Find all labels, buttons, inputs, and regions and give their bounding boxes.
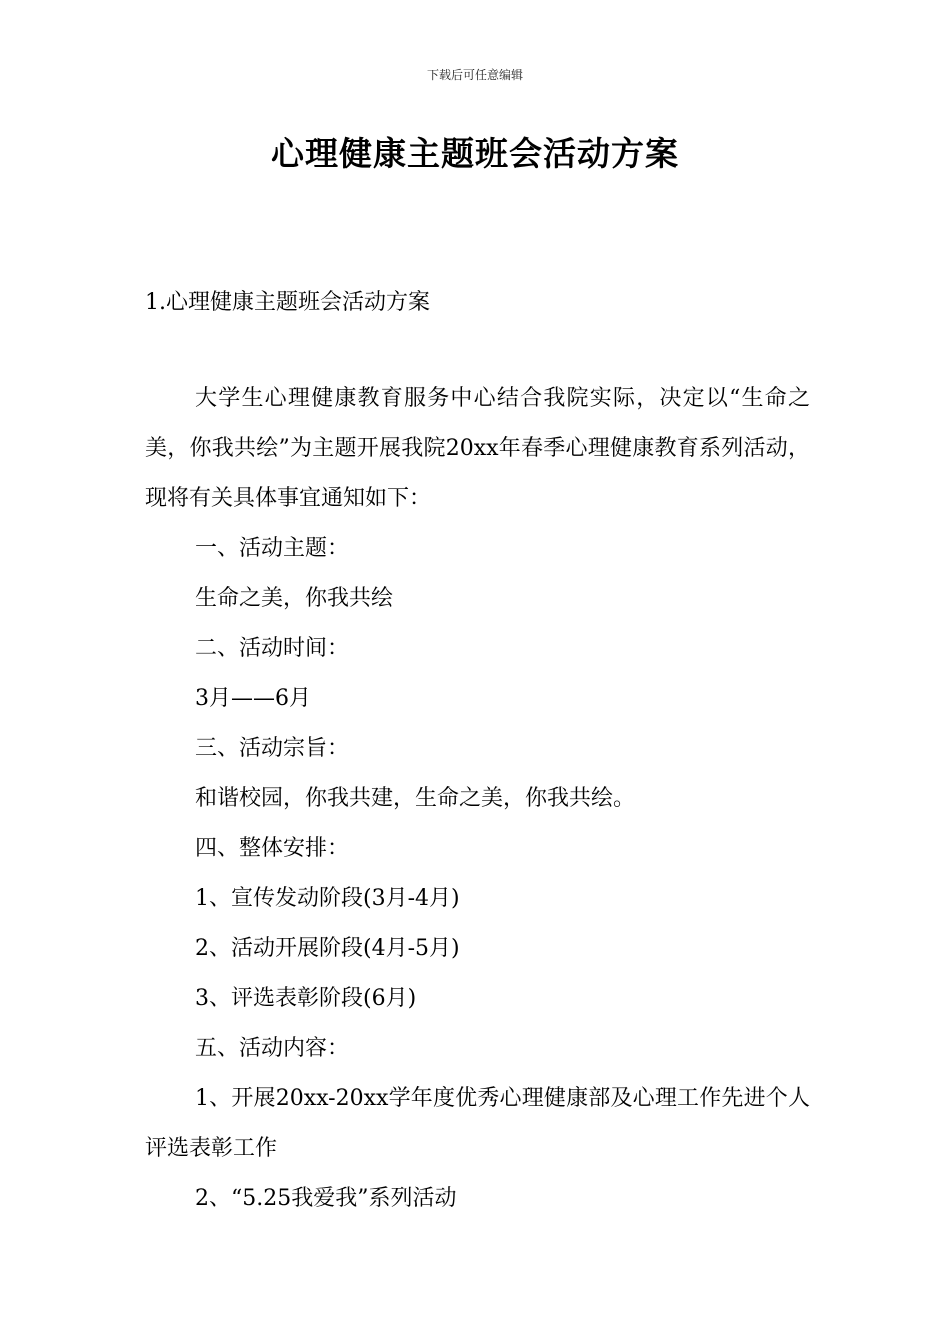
heading-purpose: 三、活动宗旨： bbox=[195, 736, 350, 761]
time-value: 3月——6月 bbox=[195, 686, 311, 711]
content-item-2: 2、“5.25我爱我”系列活动 bbox=[195, 1186, 457, 1211]
arrangement-step-2: 2、活动开展阶段(4月-5月) bbox=[195, 936, 460, 961]
document-title: 心理健康主题班会活动方案 bbox=[271, 134, 679, 173]
section-heading: 1.心理健康主题班会活动方案 bbox=[145, 290, 430, 315]
theme-value: 生命之美，你我共绘 bbox=[195, 586, 394, 611]
outline-list bbox=[145, 524, 810, 1224]
heading-theme: 一、活动主题： bbox=[195, 536, 350, 561]
content-item-1: 1、开展20xx-20xx学年度优秀心理健康部及心理工作先进个人评选表彰工作 bbox=[145, 1086, 810, 1161]
heading-time: 二、活动时间： bbox=[195, 636, 350, 661]
header-note: 下载后可任意编辑 bbox=[426, 68, 523, 82]
arrangement-step-1: 1、宣传发动阶段(3月-4月) bbox=[195, 886, 460, 911]
heading-content: 五、活动内容： bbox=[195, 1036, 350, 1061]
heading-arrangement: 四、整体安排： bbox=[195, 836, 350, 861]
purpose-value: 和谐校园，你我共建，生命之美，你我共绘。 bbox=[195, 786, 636, 811]
intro-paragraph: 大学生心理健康教育服务中心结合我院实际，决定以“生命之美，你我共绘”为主题开展我院20xx年春季心理健康教育系列活动，现将有关具体事宜通知如下： bbox=[145, 386, 810, 511]
arrangement-step-3: 3、评选表彰阶段(6月) bbox=[195, 986, 417, 1011]
